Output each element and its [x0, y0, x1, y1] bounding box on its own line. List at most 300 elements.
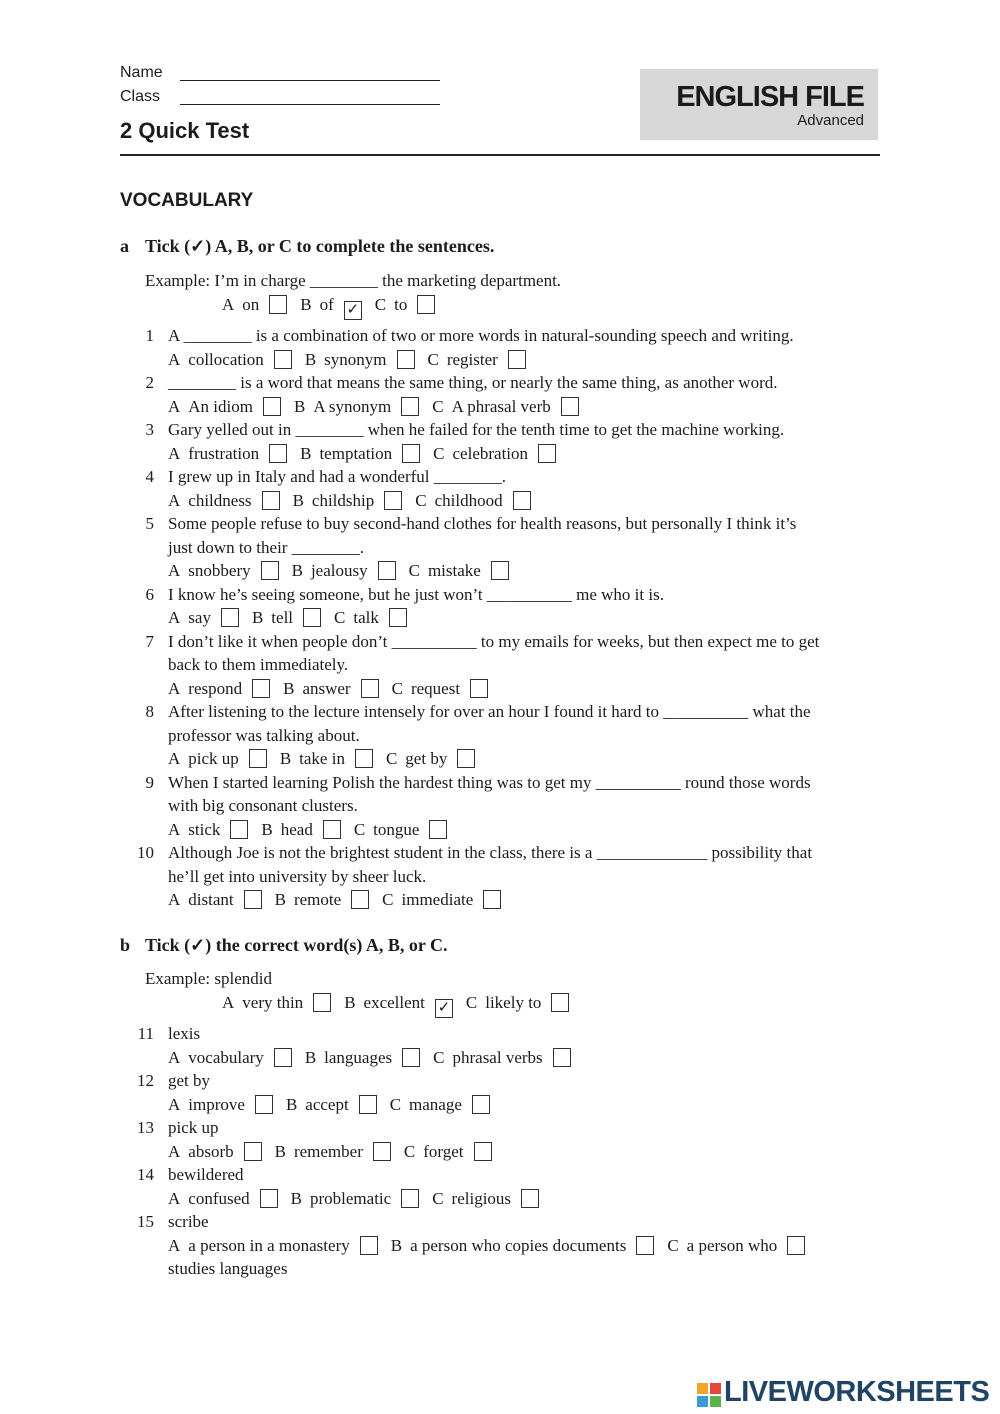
question-number: 7: [145, 632, 154, 651]
option-a: [168, 1140, 275, 1164]
brand-logo: [640, 69, 878, 140]
option-letter: B: [344, 993, 356, 1012]
part-b-example-text: Example: splendid: [145, 969, 273, 988]
options-group: [168, 1046, 584, 1070]
question-7-options: [0, 677, 1000, 701]
answer-checkbox[interactable]: [274, 1048, 292, 1067]
question-text: After listening to the lecture intensely for over an hour I found it hard to __________ what the: [168, 702, 811, 721]
question-text: When I started learning Polish the hardest thing was to get my __________ round those words: [168, 773, 811, 792]
class-label: Class: [120, 88, 161, 105]
answer-checkbox[interactable]: [561, 397, 579, 416]
question-15-options: [0, 1234, 1000, 1258]
question-7-text-line: [0, 653, 1000, 677]
answer-checkbox[interactable]: [508, 350, 526, 369]
question-8-text-line: [0, 700, 1000, 724]
answer-checkbox[interactable]: [255, 1095, 273, 1114]
option-text: accept: [305, 1095, 349, 1114]
option-letter: A: [168, 1142, 181, 1161]
options-group: [168, 559, 522, 583]
option-a: [168, 348, 305, 372]
question-5-text-line: [0, 536, 1000, 560]
question-10-text-line: [0, 841, 1000, 865]
answer-checkbox[interactable]: [263, 397, 281, 416]
option-letter: B: [274, 890, 286, 909]
option-text: forget: [423, 1142, 464, 1161]
answer-checkbox[interactable]: [221, 608, 239, 627]
option-text: distant: [188, 890, 234, 909]
options-group: [168, 747, 488, 771]
option-text: vocabulary: [188, 1048, 264, 1067]
option-c: [390, 1093, 503, 1117]
option-b: [294, 395, 432, 419]
options-group: [168, 1093, 503, 1117]
part-b-example-options: [0, 991, 1000, 1015]
brand-title: ENGLISH FILE: [676, 81, 864, 113]
question-15-text-line: [0, 1210, 1000, 1234]
answer-checkbox[interactable]: [551, 993, 569, 1012]
option-letter: A: [168, 1048, 181, 1067]
option-text: answer: [302, 679, 351, 698]
question-number: 12: [137, 1071, 154, 1090]
option-text: remote: [293, 890, 342, 909]
question-5-text-line: [0, 512, 1000, 536]
option-text: say: [188, 608, 211, 627]
answer-checkbox[interactable]: [401, 397, 419, 416]
question-12-options: [0, 1093, 1000, 1117]
option-text: manage: [409, 1095, 462, 1114]
question-text: lexis: [168, 1024, 201, 1043]
option-text: register: [446, 350, 498, 369]
option-b: [261, 818, 353, 842]
class-field[interactable]: [180, 104, 440, 105]
option-c: [404, 1140, 505, 1164]
option-text: childness: [188, 491, 252, 510]
option-c: [432, 395, 591, 419]
option-a: [168, 888, 275, 912]
option-c: [375, 293, 449, 317]
question-text: scribe: [168, 1212, 209, 1231]
part-b-letter: b: [120, 935, 131, 955]
question-11-options: [0, 1046, 1000, 1070]
question-4-options: [0, 489, 1000, 513]
answer-checkbox[interactable]: [397, 350, 415, 369]
option-b: [292, 559, 409, 583]
options-group: [168, 677, 501, 701]
option-a: [168, 677, 283, 701]
question-14-options: [0, 1187, 1000, 1211]
option-text: temptation: [319, 444, 393, 463]
option-c: [334, 606, 420, 630]
option-a: [168, 442, 300, 466]
option-text: respond: [188, 679, 243, 698]
answer-checkbox[interactable]: [261, 561, 279, 580]
question-number: 6: [145, 585, 154, 604]
option-text: improve: [188, 1095, 245, 1114]
option-letter: A: [168, 890, 181, 909]
option-a: [168, 1187, 291, 1211]
question-15-continuation: [0, 1257, 1000, 1281]
answer-checkbox[interactable]: [355, 749, 373, 768]
checkmark-icon: ✓: [437, 1000, 451, 1016]
option-b: [300, 442, 433, 466]
option-b: [300, 293, 375, 320]
question-9-text-line: [0, 771, 1000, 795]
option-letter: C: [667, 1236, 679, 1255]
question-11-text-line: [0, 1022, 1000, 1046]
option-a: [222, 991, 344, 1015]
options-group: [168, 1140, 505, 1164]
answer-checkbox[interactable]: [457, 749, 475, 768]
option-text: a person who copies documents: [410, 1236, 627, 1255]
option-letter: C: [465, 993, 478, 1012]
question-text: just down to their ________.: [168, 538, 364, 557]
option-letter: B: [293, 397, 306, 416]
answer-checkbox[interactable]: [230, 820, 248, 839]
option-letter: C: [432, 1189, 444, 1208]
options-group: [168, 888, 514, 912]
option-text: talk: [353, 608, 379, 627]
option-letter: A: [168, 1236, 181, 1255]
question-13-text-line: [0, 1116, 1000, 1140]
option-letter: B: [274, 1142, 286, 1161]
option-a: [168, 1234, 391, 1258]
answer-checkbox[interactable]: [359, 1095, 377, 1114]
option-text: celebration: [452, 444, 529, 463]
question-number: 13: [137, 1118, 154, 1137]
answer-checkbox[interactable]: [402, 1048, 420, 1067]
checkmark-icon: ✓: [346, 302, 360, 318]
question-13-options: [0, 1140, 1000, 1164]
option-letter: C: [408, 561, 420, 580]
question-1-options: [0, 348, 1000, 372]
option-letter: C: [334, 608, 346, 627]
answer-checkbox[interactable]: [429, 820, 447, 839]
option-b: [283, 677, 392, 701]
option-letter: A: [168, 491, 181, 510]
question-text: ________ is a word that means the same thing, or nearly the same thing, as another word.: [168, 373, 778, 392]
question-3-text-line: [0, 418, 1000, 442]
answer-checkbox[interactable]: [373, 1142, 391, 1161]
option-b: [291, 1187, 433, 1211]
option-letter: C: [433, 1048, 445, 1067]
option-letter: B: [291, 561, 303, 580]
option-letter: B: [300, 444, 312, 463]
part-a-example-text: Example: I’m in charge ________ the marketing department.: [145, 271, 562, 290]
option-letter: C: [374, 295, 387, 314]
option-a: [168, 559, 292, 583]
question-3-options: [0, 442, 1000, 466]
option-letter: B: [290, 1189, 302, 1208]
question-2-text-line: [0, 371, 1000, 395]
answer-checkbox[interactable]: [351, 890, 369, 909]
option-a: [168, 1093, 286, 1117]
option-b: [305, 1046, 433, 1070]
answer-checkbox[interactable]: [313, 993, 331, 1012]
question-text: I grew up in Italy and had a wonderful ________.: [168, 467, 507, 486]
option-text: tongue: [373, 820, 420, 839]
option-letter: C: [389, 1095, 402, 1114]
option-letter: A: [168, 561, 181, 580]
question-2-options: [0, 395, 1000, 419]
name-label: Name: [120, 64, 163, 81]
answer-checkbox[interactable]: [360, 1236, 378, 1255]
part-b-example-line: [0, 967, 1000, 991]
option-letter: A: [168, 820, 181, 839]
answer-checkbox[interactable]: [244, 890, 262, 909]
option-text: to: [394, 295, 408, 314]
answer-checkbox[interactable]: [361, 679, 379, 698]
option-b: [293, 489, 416, 513]
option-text: very thin: [242, 993, 304, 1012]
options-group: [168, 1187, 552, 1211]
answer-checkbox[interactable]: [389, 608, 407, 627]
answer-checkbox[interactable]: [274, 350, 292, 369]
question-text: with big consonant clusters.: [168, 796, 358, 815]
question-text: Some people refuse to buy second-hand clothes for health reasons, but personally I think it’s: [168, 514, 797, 533]
answer-checkbox[interactable]: [401, 1189, 419, 1208]
option-letter: C: [427, 350, 439, 369]
option-letter: A: [168, 1189, 181, 1208]
option-letter: B: [279, 749, 292, 768]
answer-checkbox[interactable]: [521, 1189, 539, 1208]
part-a-instruction: Tick (✓) A, B, or C to complete the sentences.: [145, 236, 495, 256]
option-text: problematic: [310, 1189, 392, 1208]
option-c: [415, 489, 543, 513]
option-c: [667, 1234, 818, 1258]
option-letter: C: [391, 679, 403, 698]
option-letter: C: [385, 749, 398, 768]
question-number: 4: [145, 467, 154, 486]
part-a-letter: a: [120, 236, 129, 256]
option-a: [168, 606, 252, 630]
option-letter: A: [222, 295, 235, 314]
option-a: [168, 818, 261, 842]
option-c: [433, 442, 569, 466]
question-number: 3: [145, 420, 154, 439]
option-text: excellent: [363, 993, 425, 1012]
option-text: An idiom: [188, 397, 253, 416]
option-text: remember: [293, 1142, 363, 1161]
section-title: VOCABULARY: [120, 190, 254, 211]
option-letter: B: [285, 1095, 298, 1114]
question-number: 9: [145, 773, 154, 792]
question-10-text-line: [0, 865, 1000, 889]
question-12-text-line: [0, 1069, 1000, 1093]
option-b: [286, 1093, 390, 1117]
answer-checkbox[interactable]: [474, 1142, 492, 1161]
liveworksheets-icon: [696, 1382, 722, 1408]
option-letter: B: [251, 608, 264, 627]
option-c: [382, 888, 514, 912]
option-text: head: [280, 820, 313, 839]
example-options: [222, 293, 448, 320]
option-c: [466, 991, 583, 1015]
option-a: [168, 489, 293, 513]
answer-checkbox[interactable]: [344, 301, 362, 320]
question-text: Gary yelled out in ________ when he failed for the tenth time to get the machine working.: [168, 420, 785, 439]
question-number: 1: [145, 326, 154, 345]
options-group: [168, 348, 539, 372]
options-group: [168, 1234, 818, 1258]
option-b: [344, 991, 466, 1018]
answer-checkbox[interactable]: [249, 749, 267, 768]
option-text: request: [410, 679, 461, 698]
question-text: A ________ is a combination of two or more words in natural-sounding speech and writing.: [168, 326, 794, 345]
option-text: synonym: [324, 350, 387, 369]
option-text: a person who: [686, 1236, 778, 1255]
question-text: pick up: [168, 1118, 219, 1137]
option-text: likely to: [485, 993, 542, 1012]
option-a: [168, 395, 294, 419]
option-letter: B: [390, 1236, 403, 1255]
answer-checkbox[interactable]: [435, 999, 453, 1018]
answer-checkbox[interactable]: [269, 444, 287, 463]
question-text: I don’t like it when people don’t __________ to my emails for weeks, but then expect me to get: [168, 632, 820, 651]
part-a-example-options: [0, 293, 1000, 317]
option-c: [354, 818, 461, 842]
option-b: [275, 1140, 404, 1164]
question-5-options: [0, 559, 1000, 583]
option-c: [428, 348, 539, 372]
option-letter: B: [304, 350, 317, 369]
question-1-text-line: [0, 324, 1000, 348]
option-c: [409, 559, 522, 583]
option-text: immediate: [401, 890, 474, 909]
option-letter: C: [433, 444, 445, 463]
brand-subtitle: Advanced: [797, 112, 864, 129]
answer-checkbox[interactable]: [262, 491, 280, 510]
option-text: on: [242, 295, 260, 314]
answer-checkbox[interactable]: [472, 1095, 490, 1114]
question-6-text-line: [0, 583, 1000, 607]
option-a: [222, 293, 300, 317]
option-letter: A: [168, 679, 181, 698]
answer-checkbox[interactable]: [417, 295, 435, 314]
option-text: of: [319, 295, 334, 314]
question-text: he’ll get into university by sheer luck.: [168, 867, 427, 886]
answer-checkbox[interactable]: [303, 608, 321, 627]
option-letter: C: [415, 491, 427, 510]
option-letter: A: [168, 444, 181, 463]
option-text: jealousy: [310, 561, 368, 580]
question-6-options: [0, 606, 1000, 630]
question-text: bewildered: [168, 1165, 244, 1184]
answer-checkbox[interactable]: [787, 1236, 805, 1255]
question-number: 2: [145, 373, 154, 392]
option-letter: B: [304, 1048, 317, 1067]
part-a-example-line: [0, 269, 1000, 293]
option-a: [168, 747, 280, 771]
answer-checkbox[interactable]: [402, 444, 420, 463]
question-text: professor was talking about.: [168, 726, 360, 745]
answer-checkbox[interactable]: [538, 444, 556, 463]
option-b: [252, 606, 334, 630]
answer-checkbox[interactable]: [378, 561, 396, 580]
option-c: [386, 747, 488, 771]
option-a: [168, 1046, 305, 1070]
option-b: [391, 1234, 668, 1258]
option-text: religious: [451, 1189, 512, 1208]
test-title: 2 Quick Test: [120, 118, 250, 143]
question-number: 14: [137, 1165, 154, 1184]
question-4-text-line: [0, 465, 1000, 489]
question-14-text-line: [0, 1163, 1000, 1187]
option-letter: C: [353, 820, 366, 839]
option-text: a person in a monastery: [188, 1236, 350, 1255]
option-text: snobbery: [188, 561, 251, 580]
option-letter: A: [222, 993, 235, 1012]
answer-checkbox[interactable]: [269, 295, 287, 314]
option-text: absorb: [188, 1142, 234, 1161]
options-group: [168, 442, 569, 466]
answer-checkbox[interactable]: [384, 491, 402, 510]
option-text: tell: [271, 608, 294, 627]
option-letter: B: [261, 820, 273, 839]
option-letter: B: [292, 491, 304, 510]
option-text: get by: [405, 749, 448, 768]
option-letter: A: [168, 749, 181, 768]
option-text: stick: [188, 820, 221, 839]
answer-checkbox[interactable]: [470, 679, 488, 698]
option-continuation: studies languages: [168, 1259, 288, 1278]
question-text: back to them immediately.: [168, 655, 349, 674]
option-letter: A: [168, 608, 181, 627]
option-text: frustration: [188, 444, 260, 463]
options-group: [168, 489, 544, 513]
option-letter: B: [283, 679, 295, 698]
example-options: [222, 991, 582, 1018]
options-group: [168, 395, 592, 419]
name-field[interactable]: [180, 80, 440, 81]
option-letter: A: [168, 350, 181, 369]
answer-checkbox[interactable]: [491, 561, 509, 580]
part-b-instruction: Tick (✓) the correct word(s) A, B, or C.: [145, 935, 448, 955]
answer-checkbox[interactable]: [260, 1189, 278, 1208]
question-text: Although Joe is not the brightest student in the class, there is a _____________ possibility that: [168, 843, 813, 862]
question-number: 10: [137, 843, 154, 862]
answer-checkbox[interactable]: [636, 1236, 654, 1255]
option-text: childship: [311, 491, 375, 510]
options-group: [168, 606, 420, 630]
option-text: take in: [299, 749, 345, 768]
option-b: [280, 747, 386, 771]
option-c: [392, 677, 501, 701]
option-letter: A: [168, 1095, 181, 1114]
question-9-options: [0, 818, 1000, 842]
option-b: [305, 348, 428, 372]
question-8-text-line: [0, 724, 1000, 748]
answer-checkbox[interactable]: [252, 679, 270, 698]
option-text: A synonym: [313, 397, 392, 416]
question-number: 8: [145, 702, 154, 721]
option-letter: C: [403, 1142, 416, 1161]
answer-checkbox[interactable]: [244, 1142, 262, 1161]
header-divider: [120, 154, 880, 156]
question-text: get by: [168, 1071, 211, 1090]
option-text: confused: [188, 1189, 250, 1208]
question-number: 15: [137, 1212, 154, 1231]
option-b: [275, 888, 383, 912]
option-letter: B: [300, 295, 312, 314]
answer-checkbox[interactable]: [553, 1048, 571, 1067]
options-group: [168, 818, 460, 842]
option-c: [432, 1187, 552, 1211]
answer-checkbox[interactable]: [483, 890, 501, 909]
option-text: childhood: [434, 491, 503, 510]
answer-checkbox[interactable]: [323, 820, 341, 839]
option-text: phrasal verbs: [452, 1048, 543, 1067]
answer-checkbox[interactable]: [513, 491, 531, 510]
